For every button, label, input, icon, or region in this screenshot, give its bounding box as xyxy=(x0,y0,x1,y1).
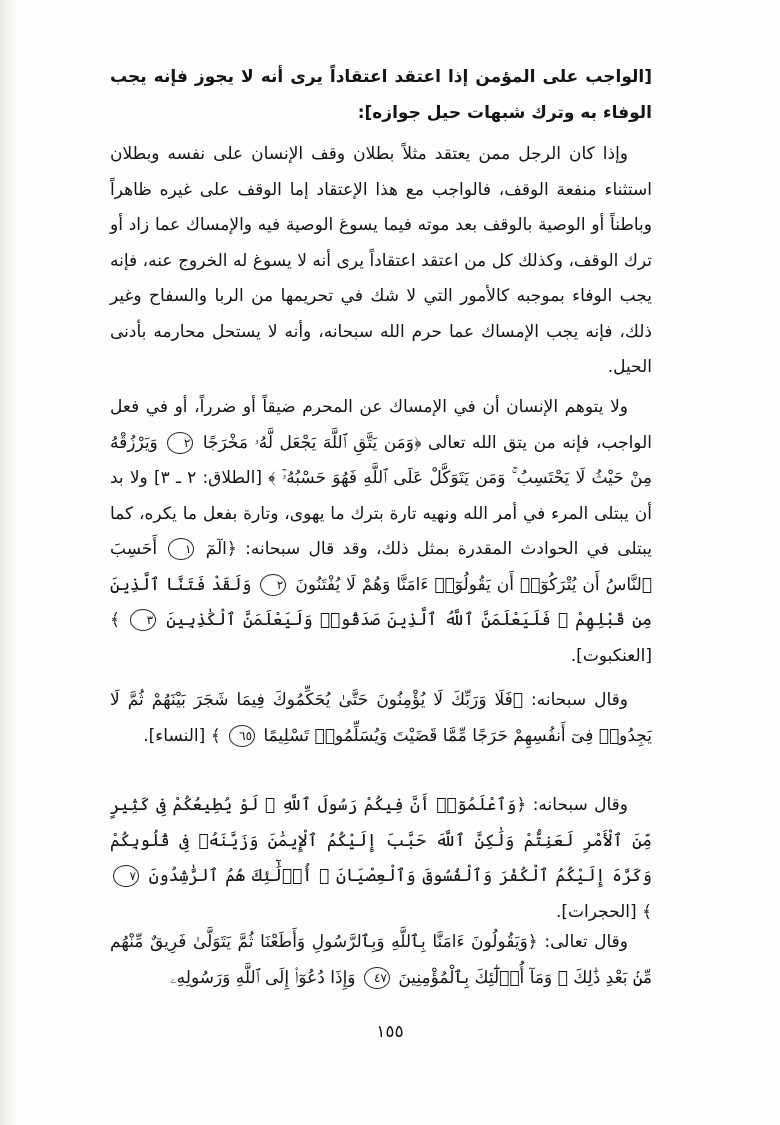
verse-close-bracket: ﴾ xyxy=(642,901,652,922)
paragraph-text: وقال سبحانه: xyxy=(532,795,629,815)
ayah-number-marker: ١ xyxy=(168,538,194,560)
surah-reference: [النساء]. xyxy=(143,725,206,746)
ayah-number-marker: ٤٧ xyxy=(364,967,390,989)
quran-verse: وَيَرْزُقْهُ مِنْ حَيْثُ لَا يَحْتَسِبُ ۚ وَمَن يَتَوَكَّلْ عَلَى ٱللَّهِ فَهُوَ حَسْبُهُۥٓ ﴾ xyxy=(110,432,653,488)
surah-reference: [العنكبوت]. xyxy=(570,645,652,666)
page-edge-shadow xyxy=(0,0,18,1125)
quran-verse: ﴿وَيَقُولُونَ ءَامَنَّا بِٱللَّهِ وَبِٱلرَّسُولِ وَأَطَعْنَا ثُمَّ يَتَوَلَّىٰ فَرِيقٌ مِّنْهُم مِّنۢ بَعْدِ ذَٰلِكَ ۚ وَمَآ أُو۟لَٰٓئِكَ بِٱلْمُؤْمِنِينَ xyxy=(110,932,652,988)
paragraph-taqwa xyxy=(110,390,652,674)
paragraph-text: ولا يتوهم الإنسان أن في الإمساك عن المحرم ضيقاً أو ضرراً، أو في فعل الواجب، فإنه من يتق الله تعالى xyxy=(110,397,652,453)
paragraph-hujurat xyxy=(110,788,652,930)
ayah-number-marker: ٦٥ xyxy=(229,725,255,747)
paragraph-text: وقال سبحانه: xyxy=(531,690,629,710)
surah-reference: [الطلاق: ٢ ـ ٣] xyxy=(153,468,263,488)
page-number: ١٥٥ xyxy=(376,1022,404,1042)
verse-close-bracket: ﴾ xyxy=(110,610,120,630)
quran-verse: وَإِذَا دُعُوٓا۟ إِلَى ٱللَّهِ وَرَسُولِهِۦ xyxy=(170,967,356,988)
quran-verse: ﴿وَٱعْلَمُوٓا۟ أَنَّ فِيكُمْ رَسُولَ ٱللَّهِ ۚ لَوْ يُطِيعُكُمْ فِى كَثِيرٍ مِّنَ ٱلْأَمْرِ لَعَنِتُّمْ وَلَٰكِنَّ ٱللَّهَ حَبَّبَ إِلَيْكُمُ ٱلْإِيمَٰنَ وَزَيَّنَهُۥ فِى قُلُوبِكُمْ وَكَرَّهَ إِلَيْكُمُ ٱلْكُفْرَ وَٱلْفُسُوقَ وَٱلْعِصْيَانَ ۚ أُو۟لَٰٓئِكَ هُمُ ٱلرَّٰشِدُونَ xyxy=(110,795,652,886)
verse-close-bracket: ﴾ xyxy=(210,725,221,746)
section-heading: [الواجب على المؤمن إذا اعتقد اعتقاداً يرى أنه لا يجوز فإنه يجب الوفاء به وترك شبهات حيل جوازه]: xyxy=(110,67,652,123)
paragraph-nisa xyxy=(110,683,652,754)
ayah-number-marker: ٢ xyxy=(167,432,193,454)
paragraph-text: وقال تعالى: xyxy=(544,932,629,952)
quran-verse: أَحَسِبَ ٱلنَّاسُ أَن يُتْرَكُوٓا۟ أَن يَقُولُوٓا۟ ءَامَنَّا وَهُمْ لَا يُفْتَنُونَ xyxy=(110,539,653,595)
quran-verse: ﴿الٓمٓ xyxy=(205,539,237,559)
ayah-number-marker: ٧ xyxy=(113,865,139,887)
surah-reference: [الحجرات]. xyxy=(555,901,637,922)
paragraph-text: ولا بد أن يبتلى المرء في أمر الله ونهيه تارة بترك ما يهوى، وتارة بفعل ما يكره، كما يبتلى في الحوادث المقدرة بمثل ذلك، وقد قال سبحانه: xyxy=(110,468,653,559)
quran-verse: ﴿فَلَا وَرَبِّكَ لَا يُؤْمِنُونَ حَتَّىٰ يُحَكِّمُوكَ فِيمَا شَجَرَ بَيْنَهُمْ ثُمَّ لَا يَجِدُوا۟ فِىٓ أَنفُسِهِمْ حَرَجًا مِّمَّا قَضَيْتَ وَيُسَلِّمُوا۟ تَسْلِيمًا xyxy=(110,690,652,746)
quran-verse: ﴿وَمَن يَتَّقِ ٱللَّهَ يَجْعَل لَّهُۥ مَخْرَجًا xyxy=(202,432,422,453)
ayah-number-marker: ٣ xyxy=(130,609,156,631)
paragraph-waqf: وإذا كان الرجل ممن يعتقد مثلاً بطلان وقف الإنسان على نفسه وبطلان استثناء منفعة الوقف، فالواجب مع هذا الإعتقاد إما الوقف على غيره ظاهراً وباطناً أو الوصية بالوقف بعد موته فيما يسوغ الوصية فيه والإمساك عما زاد أو ترك الوقف، وكذلك كل من اعتقد اعتقاداً يرى أنه لا يسوغ له الخروج عنه، فإنه يجب الوفاء بموجبه كالأمور التي لا شك في تحريمها من الربا والسفاح وغير ذلك، فإنه يجب الإمساك عما حرم الله سبحانه، وأنه لا يستحل محارمه بأدنى الحيل. xyxy=(110,144,652,377)
paragraph-nur xyxy=(110,925,652,996)
quran-verse: وَلَقَدْ فَتَنَّا ٱلَّذِينَ مِن قَبْلِهِمْ ۖ فَلَيَعْلَمَنَّ ٱللَّهُ ٱلَّذِينَ صَدَقُوا۟ وَلَيَعْلَمَنَّ ٱلْكَٰذِبِينَ xyxy=(110,574,653,630)
ayah-number-marker: ٢ xyxy=(260,574,286,596)
